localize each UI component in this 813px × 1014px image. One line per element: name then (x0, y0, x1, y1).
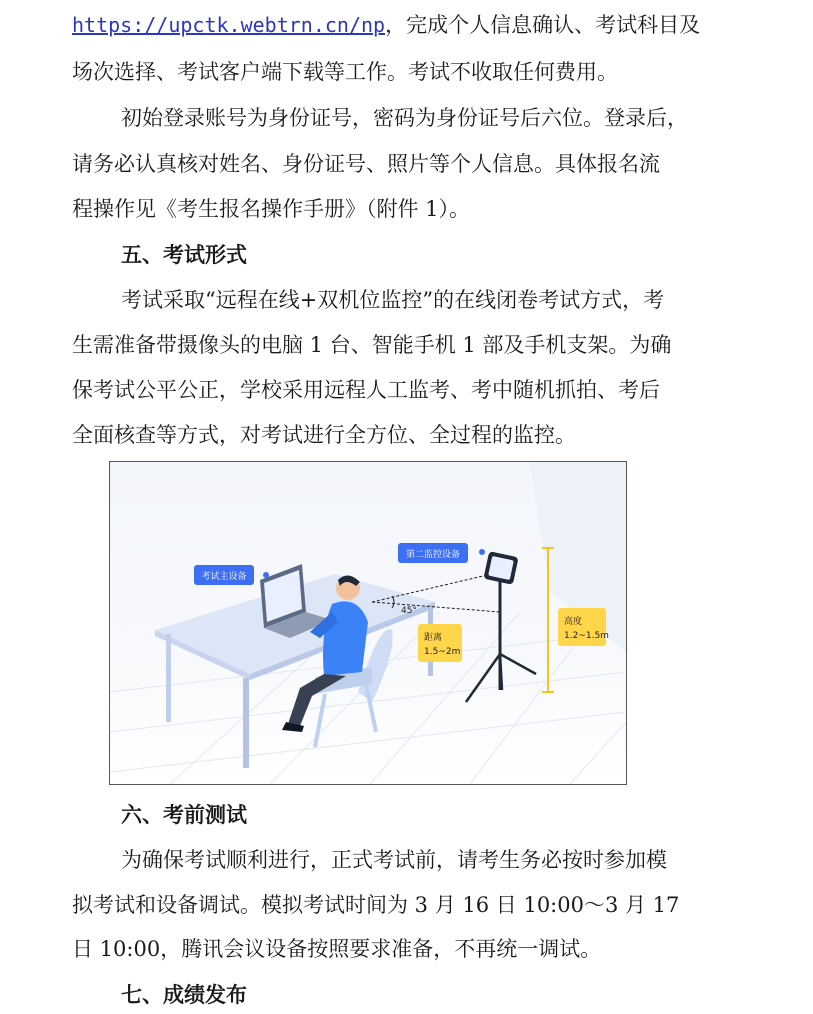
distance-value: 1.5~2m (424, 647, 461, 657)
exam-setup-illustration (109, 461, 627, 785)
illustration-svg (110, 462, 626, 784)
paragraph-line: 全面核查等方式，对考试进行全方位、全过程的监控。 (72, 423, 576, 447)
paragraph-text: ，完成个人信息确认、考试科目及 (385, 13, 701, 37)
paragraph-line: 保考试公平公正，学校采用远程人工监考、考中随机抓拍、考后 (72, 378, 660, 402)
person-torso (323, 601, 368, 676)
desk-leg (166, 634, 171, 722)
height-label: 高度 (564, 617, 583, 627)
paragraph-line: 日 10:00，腾讯会议设备按照要求准备，不再统一调试。 (72, 937, 602, 961)
tripod-leg (466, 654, 500, 702)
section-heading-5: 五、考试形式 (121, 243, 247, 267)
section-heading-6: 六、考前测试 (121, 803, 247, 827)
section-heading-7: 七、成绩发布 (121, 983, 247, 1007)
registration-link[interactable]: https://upctk.webtrn.cn/np (72, 13, 386, 37)
paragraph-line: 考试采取“远程在线+双机位监控”的在线闭卷考试方式，考 (121, 288, 665, 312)
second-device-label: 第二监控设备 (405, 550, 461, 560)
main-device-pointer (263, 572, 269, 578)
main-device-label: 考试主设备 (201, 572, 247, 582)
paragraph-line: 拟考试和设备调试。模拟考试时间为 3 月 16 日 10:00～3 月 17 (72, 893, 680, 917)
paragraph-line: 场次选择、考试客户端下载等工作。考试不收取任何费用。 (72, 60, 618, 84)
tripod-leg (500, 654, 536, 674)
angle-label: 45° (401, 606, 417, 616)
desk-leg (243, 678, 249, 768)
paragraph-line: 为确保考试顺利进行，正式考试前，请考生务必按时参加模 (121, 848, 667, 872)
paragraph-line: 请务必认真核对姓名、身份证号、照片等个人信息。具体报名流 (72, 152, 660, 176)
second-device-pointer (479, 549, 485, 555)
height-value: 1.2~1.5m (564, 631, 609, 641)
paragraph-line (72, 10, 700, 40)
chair-leg (315, 694, 325, 747)
distance-label: 距离 (424, 633, 443, 643)
paragraph-line: 生需准备带摄像头的电脑 1 台、智能手机 1 部及手机支架。为确 (72, 333, 672, 357)
paragraph-line: 程操作见《考生报名操作手册》（附件 1）。 (72, 197, 471, 221)
paragraph-line: 初始登录账号为身份证号，密码为身份证号后六位。登录后， (121, 106, 688, 130)
